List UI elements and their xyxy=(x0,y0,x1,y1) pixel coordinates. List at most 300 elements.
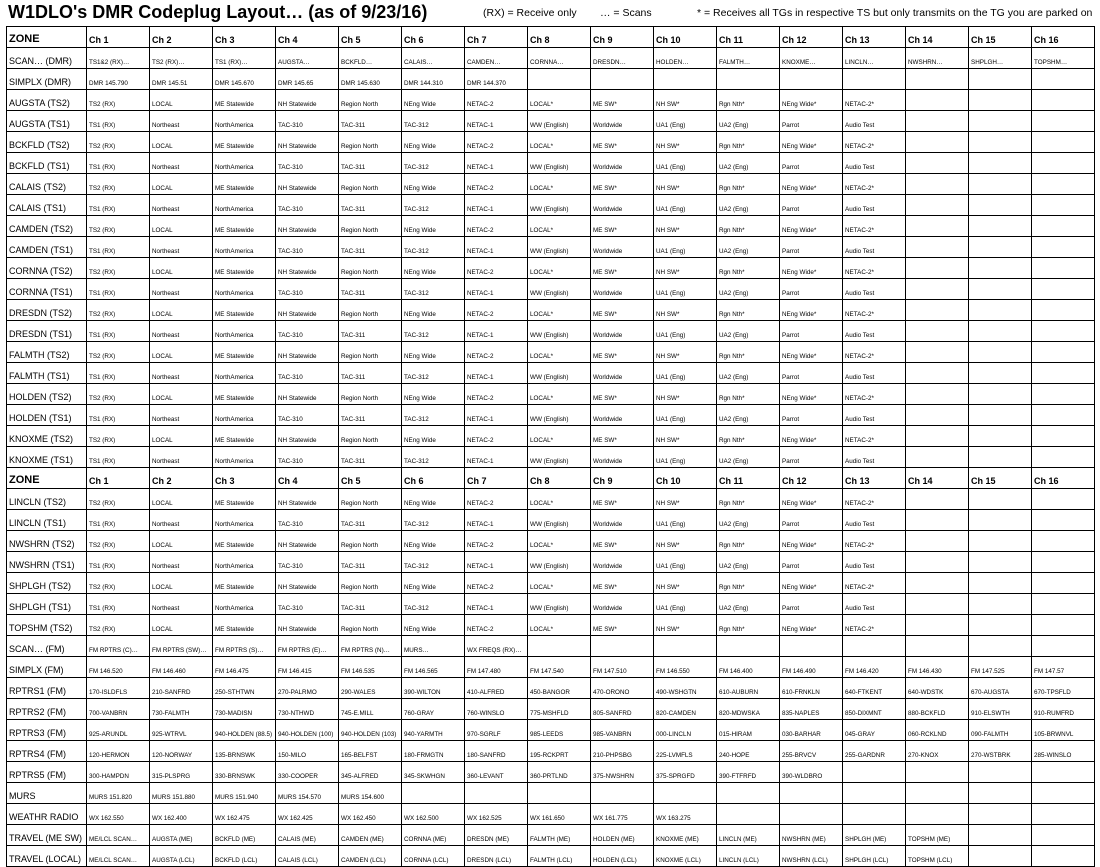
channel-cell: LOCAL* xyxy=(528,132,591,153)
channel-cell: 170-ISLDFLS xyxy=(87,678,150,699)
channel-cell: NETAC-2* xyxy=(843,90,906,111)
channel-cell: Northeast xyxy=(150,321,213,342)
channel-cell: FM 147.525 xyxy=(969,657,1032,678)
channel-cell: 120-NORWAY xyxy=(150,741,213,762)
channel-cell xyxy=(1032,111,1095,132)
channel-cell: TS2 (RX)… xyxy=(150,48,213,69)
channel-cell: NETAC-2 xyxy=(465,300,528,321)
channel-cell: TAC-311 xyxy=(339,363,402,384)
channel-cell: NH SW* xyxy=(654,174,717,195)
channel-cell: SHPLGH (LCL) xyxy=(843,846,906,867)
channel-cell: TAC-311 xyxy=(339,447,402,468)
channel-cell xyxy=(1032,426,1095,447)
channel-cell: AUGSTA (LCL) xyxy=(150,846,213,867)
zone-header: ZONE xyxy=(7,468,87,489)
channel-cell: HOLDEN (LCL) xyxy=(591,846,654,867)
channel-cell: NorthAmerica xyxy=(213,363,276,384)
channel-cell: NEng Wide xyxy=(402,216,465,237)
channel-cell: ME/LCL SCAN… xyxy=(87,825,150,846)
channel-cell xyxy=(969,69,1032,90)
channel-cell xyxy=(528,69,591,90)
channel-cell: Rgn Nth* xyxy=(717,573,780,594)
channel-cell: 880-BCKFLD xyxy=(906,699,969,720)
channel-cell: UA2 (Eng) xyxy=(717,447,780,468)
channel-cell: LINCLN (ME) xyxy=(717,825,780,846)
channel-cell: NETAC-2* xyxy=(843,531,906,552)
channel-cell xyxy=(1032,153,1095,174)
channel-cell: CAMDEN (LCL) xyxy=(339,846,402,867)
channel-cell xyxy=(906,195,969,216)
channel-cell: NETAC-2 xyxy=(465,258,528,279)
table-row xyxy=(7,195,1095,216)
channel-cell: 985-VANBRN xyxy=(591,720,654,741)
table-row xyxy=(7,657,1095,678)
channel-cell: Worldwide xyxy=(591,111,654,132)
channel-cell: 360-PRTLND xyxy=(528,762,591,783)
channel-cell: FM 147.57 xyxy=(1032,657,1095,678)
channel-cell: NETAC-1 xyxy=(465,405,528,426)
channel-cell xyxy=(1032,342,1095,363)
channel-cell: Worldwide xyxy=(591,153,654,174)
channel-cell: TS2 (RX) xyxy=(87,384,150,405)
channel-cell: Worldwide xyxy=(591,552,654,573)
channel-cell: NH Statewide xyxy=(276,489,339,510)
channel-cell: 240-HOPE xyxy=(717,741,780,762)
channel-cell: ME SW* xyxy=(591,216,654,237)
channel-cell xyxy=(906,447,969,468)
channel-cell xyxy=(906,279,969,300)
channel-cell: 820-CAMDEN xyxy=(654,699,717,720)
channel-cell: NETAC-1 xyxy=(465,195,528,216)
table-row xyxy=(7,573,1095,594)
channel-cell: 090-FALMTH xyxy=(969,720,1032,741)
table-row xyxy=(7,363,1095,384)
channel-cell: 760-WINSLO xyxy=(465,699,528,720)
channel-cell xyxy=(969,426,1032,447)
channel-cell: TAC-312 xyxy=(402,552,465,573)
channel-cell: LOCAL xyxy=(150,426,213,447)
channel-cell xyxy=(906,405,969,426)
channel-cell: UA1 (Eng) xyxy=(654,594,717,615)
channel-cell: 390-WLDBRO xyxy=(780,762,843,783)
channel-cell: CALAIS… xyxy=(402,48,465,69)
channel-cell: NETAC-2 xyxy=(465,216,528,237)
channel-cell: NWSHRN (ME) xyxy=(780,825,843,846)
channel-header: Ch 15 xyxy=(969,27,1032,48)
channel-cell: 250-STHTWN xyxy=(213,678,276,699)
channel-cell xyxy=(1032,216,1095,237)
channel-cell: LOCAL* xyxy=(528,426,591,447)
channel-cell xyxy=(969,279,1032,300)
channel-cell: NETAC-2* xyxy=(843,384,906,405)
channel-cell: NETAC-2* xyxy=(843,174,906,195)
channel-cell: Parrot xyxy=(780,405,843,426)
channel-cell: NEng Wide* xyxy=(780,384,843,405)
channel-cell: 210-SANFRD xyxy=(150,678,213,699)
channel-cell: Northeast xyxy=(150,594,213,615)
zone-name: BCKFLD (TS1) xyxy=(7,153,87,174)
channel-cell: 180-SANFRD xyxy=(465,741,528,762)
channel-cell: NETAC-1 xyxy=(465,111,528,132)
channel-cell: LOCAL* xyxy=(528,174,591,195)
channel-cell: Northeast xyxy=(150,237,213,258)
channel-cell: LOCAL xyxy=(150,300,213,321)
channel-cell: WX 161.650 xyxy=(528,804,591,825)
table-row xyxy=(7,384,1095,405)
channel-cell: NETAC-1 xyxy=(465,363,528,384)
channel-cell: LOCAL* xyxy=(528,90,591,111)
table-row xyxy=(7,174,1095,195)
channel-cell: 330-BRNSWK xyxy=(213,762,276,783)
channel-cell: 375-NWSHRN xyxy=(591,762,654,783)
channel-cell: NETAC-1 xyxy=(465,447,528,468)
channel-cell: ME Statewide xyxy=(213,90,276,111)
channel-cell: NEng Wide xyxy=(402,300,465,321)
channel-cell xyxy=(969,552,1032,573)
channel-cell: BCKFLD (ME) xyxy=(213,825,276,846)
channel-cell xyxy=(906,342,969,363)
channel-cell: TS1 (RX) xyxy=(87,111,150,132)
channel-cell: CORNNA (ME) xyxy=(402,825,465,846)
channel-cell xyxy=(906,783,969,804)
channel-cell: NH SW* xyxy=(654,384,717,405)
channel-cell: UA2 (Eng) xyxy=(717,153,780,174)
channel-cell: 030-BARHAR xyxy=(780,720,843,741)
channel-cell xyxy=(843,762,906,783)
table-row xyxy=(7,90,1095,111)
channel-cell xyxy=(969,615,1032,636)
channel-cell: 255-BRVCV xyxy=(780,741,843,762)
channel-cell: NH Statewide xyxy=(276,615,339,636)
zone-name: SCAN… (FM) xyxy=(7,636,87,657)
channel-cell xyxy=(969,573,1032,594)
channel-cell: LOCAL* xyxy=(528,216,591,237)
channel-cell xyxy=(969,216,1032,237)
channel-cell: ME SW* xyxy=(591,531,654,552)
channel-cell: ME Statewide xyxy=(213,615,276,636)
channel-cell: UA2 (Eng) xyxy=(717,237,780,258)
channel-cell: NorthAmerica xyxy=(213,111,276,132)
channel-cell: NorthAmerica xyxy=(213,321,276,342)
channel-cell: NH Statewide xyxy=(276,384,339,405)
channel-cell xyxy=(1032,552,1095,573)
channel-cell: Audio Test xyxy=(843,510,906,531)
table-row xyxy=(7,132,1095,153)
channel-cell: KNOXME (LCL) xyxy=(654,846,717,867)
channel-cell: LOCAL* xyxy=(528,258,591,279)
channel-cell: NETAC-2 xyxy=(465,489,528,510)
channel-cell: TS2 (RX) xyxy=(87,174,150,195)
channel-cell: WX 162.500 xyxy=(402,804,465,825)
channel-cell: WX 162.425 xyxy=(276,804,339,825)
channel-cell: 390-FTFRFD xyxy=(717,762,780,783)
channel-cell: UA2 (Eng) xyxy=(717,279,780,300)
channel-cell xyxy=(969,489,1032,510)
channel-cell: Northeast xyxy=(150,279,213,300)
channel-cell: Rgn Nth* xyxy=(717,216,780,237)
channel-cell: 700-VANBRN xyxy=(87,699,150,720)
zone-name: WEATHR RADIO xyxy=(7,804,87,825)
channel-cell xyxy=(780,783,843,804)
channel-cell xyxy=(654,636,717,657)
channel-header: Ch 9 xyxy=(591,468,654,489)
table-row xyxy=(7,636,1095,657)
channel-cell xyxy=(906,321,969,342)
channel-cell: FALMTH… xyxy=(717,48,780,69)
channel-cell: TS1 (RX) xyxy=(87,321,150,342)
channel-cell: NEng Wide xyxy=(402,531,465,552)
zone-name: NWSHRN (TS2) xyxy=(7,531,87,552)
channel-header: Ch 6 xyxy=(402,468,465,489)
channel-cell: NorthAmerica xyxy=(213,552,276,573)
channel-cell: TS2 (RX) xyxy=(87,90,150,111)
channel-cell: UA1 (Eng) xyxy=(654,552,717,573)
channel-cell xyxy=(969,846,1032,867)
channel-cell: MURS 151.820 xyxy=(87,783,150,804)
zone-name: RPTRS1 (FM) xyxy=(7,678,87,699)
table-row xyxy=(7,342,1095,363)
channel-cell: NH Statewide xyxy=(276,132,339,153)
channel-cell: FM 147.540 xyxy=(528,657,591,678)
table-body xyxy=(7,27,1095,867)
channel-cell: 940-HOLDEN (100) xyxy=(276,720,339,741)
channel-cell xyxy=(1032,321,1095,342)
channel-cell xyxy=(906,762,969,783)
channel-cell: ME SW* xyxy=(591,174,654,195)
channel-cell xyxy=(1032,258,1095,279)
channel-cell: 470-ORONO xyxy=(591,678,654,699)
channel-cell: DMR 145.51 xyxy=(150,69,213,90)
channel-cell: SHPLGH (ME) xyxy=(843,825,906,846)
channel-cell: ME SW* xyxy=(591,615,654,636)
channel-cell: NH SW* xyxy=(654,258,717,279)
channel-cell: FM 146.475 xyxy=(213,657,276,678)
channel-header: Ch 5 xyxy=(339,27,402,48)
table-row xyxy=(7,69,1095,90)
channel-cell xyxy=(1032,846,1095,867)
channel-cell: TAC-312 xyxy=(402,510,465,531)
channel-cell: 805-SANFRD xyxy=(591,699,654,720)
channel-cell: TAC-310 xyxy=(276,195,339,216)
zone-name: CALAIS (TS1) xyxy=(7,195,87,216)
zone-name: TRAVEL (LOCAL) xyxy=(7,846,87,867)
channel-header: Ch 16 xyxy=(1032,27,1095,48)
channel-cell: TS1 (RX) xyxy=(87,594,150,615)
channel-cell: ME SW* xyxy=(591,489,654,510)
channel-cell: Audio Test xyxy=(843,237,906,258)
table-row xyxy=(7,510,1095,531)
channel-cell: NEng Wide* xyxy=(780,258,843,279)
table-row xyxy=(7,258,1095,279)
table-row xyxy=(7,300,1095,321)
channel-cell: TAC-310 xyxy=(276,111,339,132)
channel-cell: FM 146.490 xyxy=(780,657,843,678)
channel-cell: NEng Wide* xyxy=(780,342,843,363)
table-row xyxy=(7,405,1095,426)
channel-header: Ch 14 xyxy=(906,468,969,489)
channel-cell xyxy=(969,300,1032,321)
channel-cell: Rgn Nth* xyxy=(717,615,780,636)
channel-cell xyxy=(1032,489,1095,510)
channel-cell xyxy=(654,783,717,804)
channel-cell: UA1 (Eng) xyxy=(654,447,717,468)
channel-cell: 120-HERMON xyxy=(87,741,150,762)
channel-cell: Audio Test xyxy=(843,447,906,468)
table-row xyxy=(7,426,1095,447)
channel-cell xyxy=(906,594,969,615)
channel-cell: 925-WTRVL xyxy=(150,720,213,741)
zone-name: DRESDN (TS1) xyxy=(7,321,87,342)
zone-name: AUGSTA (TS2) xyxy=(7,90,87,111)
channel-cell: TAC-310 xyxy=(276,237,339,258)
channel-header: Ch 12 xyxy=(780,468,843,489)
channel-cell: TS2 (RX) xyxy=(87,615,150,636)
channel-header: Ch 16 xyxy=(1032,468,1095,489)
channel-cell xyxy=(969,111,1032,132)
channel-cell: 670-TPSFLD xyxy=(1032,678,1095,699)
channel-cell: 360-LEVANT xyxy=(465,762,528,783)
channel-cell: WW (English) xyxy=(528,321,591,342)
channel-cell: NEng Wide* xyxy=(780,615,843,636)
channel-cell xyxy=(969,510,1032,531)
channel-cell: NH Statewide xyxy=(276,426,339,447)
zone-name: RPTRS4 (FM) xyxy=(7,741,87,762)
channel-cell xyxy=(906,69,969,90)
channel-header: Ch 10 xyxy=(654,27,717,48)
channel-cell: NEng Wide xyxy=(402,384,465,405)
channel-cell: 610-AUBURN xyxy=(717,678,780,699)
channel-cell: NETAC-2* xyxy=(843,300,906,321)
channel-cell: 270-WSTBRK xyxy=(969,741,1032,762)
page-header xyxy=(8,0,1098,24)
channel-cell: FALMTH (LCL) xyxy=(528,846,591,867)
channel-cell: Worldwide xyxy=(591,321,654,342)
channel-cell xyxy=(1032,783,1095,804)
channel-cell xyxy=(717,636,780,657)
channel-cell: TAC-312 xyxy=(402,405,465,426)
channel-cell: ME Statewide xyxy=(213,174,276,195)
table-row xyxy=(7,678,1095,699)
channel-cell: UA1 (Eng) xyxy=(654,363,717,384)
channel-cell: 985-LEEDS xyxy=(528,720,591,741)
channel-cell: WX 162.475 xyxy=(213,804,276,825)
channel-cell: FM RPTRS (C)… xyxy=(87,636,150,657)
channel-cell: CORNNA… xyxy=(528,48,591,69)
channel-cell xyxy=(906,300,969,321)
channel-cell: Worldwide xyxy=(591,195,654,216)
channel-cell: Worldwide xyxy=(591,363,654,384)
channel-cell xyxy=(906,237,969,258)
channel-cell: MURS 151.940 xyxy=(213,783,276,804)
channel-cell: Audio Test xyxy=(843,195,906,216)
channel-cell: NH SW* xyxy=(654,90,717,111)
channel-cell: 775-MSHFLD xyxy=(528,699,591,720)
channel-cell xyxy=(906,90,969,111)
channel-cell: Rgn Nth* xyxy=(717,90,780,111)
channel-cell: Region North xyxy=(339,90,402,111)
channel-cell: Audio Test xyxy=(843,153,906,174)
channel-cell: NETAC-1 xyxy=(465,594,528,615)
channel-cell: UA1 (Eng) xyxy=(654,111,717,132)
channel-cell: LOCAL xyxy=(150,573,213,594)
codeplug-table xyxy=(6,26,1095,867)
channel-cell: LOCAL xyxy=(150,384,213,405)
channel-cell: NETAC-2* xyxy=(843,615,906,636)
channel-cell: NETAC-2 xyxy=(465,132,528,153)
channel-cell: Northeast xyxy=(150,195,213,216)
channel-cell xyxy=(969,762,1032,783)
table-row xyxy=(7,741,1095,762)
channel-cell: NH SW* xyxy=(654,531,717,552)
channel-cell: 285-WINSLO xyxy=(1032,741,1095,762)
channel-cell: NEng Wide* xyxy=(780,531,843,552)
zone-name: TOPSHM (TS2) xyxy=(7,615,87,636)
channel-header: Ch 8 xyxy=(528,27,591,48)
channel-cell xyxy=(465,783,528,804)
channel-cell: 910-RUMFRD xyxy=(1032,699,1095,720)
channel-cell: ME SW* xyxy=(591,426,654,447)
zone-name: MURS xyxy=(7,783,87,804)
zone-name: CORNNA (TS2) xyxy=(7,258,87,279)
channel-cell xyxy=(591,69,654,90)
channel-cell: LINCLN (LCL) xyxy=(717,846,780,867)
channel-cell: 820-MDWSKA xyxy=(717,699,780,720)
channel-header: Ch 4 xyxy=(276,468,339,489)
channel-cell: UA2 (Eng) xyxy=(717,552,780,573)
channel-cell: TS1 (RX) xyxy=(87,510,150,531)
channel-cell: NEng Wide* xyxy=(780,174,843,195)
channel-cell xyxy=(1032,531,1095,552)
channel-cell: NH SW* xyxy=(654,489,717,510)
channel-cell: 730-NTHWD xyxy=(276,699,339,720)
channel-header: Ch 5 xyxy=(339,468,402,489)
channel-cell: ME Statewide xyxy=(213,531,276,552)
channel-cell: Parrot xyxy=(780,237,843,258)
channel-cell: NEng Wide* xyxy=(780,132,843,153)
channel-cell: Region North xyxy=(339,342,402,363)
channel-cell: DMR 145.790 xyxy=(87,69,150,90)
channel-cell xyxy=(969,384,1032,405)
channel-cell: NETAC-2 xyxy=(465,384,528,405)
channel-cell: WW (English) xyxy=(528,510,591,531)
channel-cell: LOCAL* xyxy=(528,531,591,552)
table-row xyxy=(7,48,1095,69)
channel-cell: BCKFLD… xyxy=(339,48,402,69)
channel-cell: 045-GRAY xyxy=(843,720,906,741)
channel-cell: CAMDEN… xyxy=(465,48,528,69)
channel-cell: NWSHRN… xyxy=(906,48,969,69)
zone-name: LINCLN (TS1) xyxy=(7,510,87,531)
channel-cell xyxy=(1032,510,1095,531)
channel-cell: TAC-312 xyxy=(402,321,465,342)
channel-cell: NorthAmerica xyxy=(213,510,276,531)
channel-cell: TAC-311 xyxy=(339,237,402,258)
channel-cell: TS2 (RX) xyxy=(87,300,150,321)
channel-cell: NETAC-1 xyxy=(465,321,528,342)
channel-cell: 270-KNOX xyxy=(906,741,969,762)
channel-cell xyxy=(906,552,969,573)
channel-cell: UA2 (Eng) xyxy=(717,363,780,384)
channel-cell xyxy=(906,804,969,825)
table-row xyxy=(7,447,1095,468)
channel-cell xyxy=(717,804,780,825)
channel-cell: FM RPTRS (SW)… xyxy=(150,636,213,657)
channel-cell: TS2 (RX) xyxy=(87,426,150,447)
channel-header: Ch 3 xyxy=(213,468,276,489)
channel-cell: ME/LCL SCAN… xyxy=(87,846,150,867)
channel-cell: 375-SPRGFD xyxy=(654,762,717,783)
channel-cell: TAC-310 xyxy=(276,279,339,300)
